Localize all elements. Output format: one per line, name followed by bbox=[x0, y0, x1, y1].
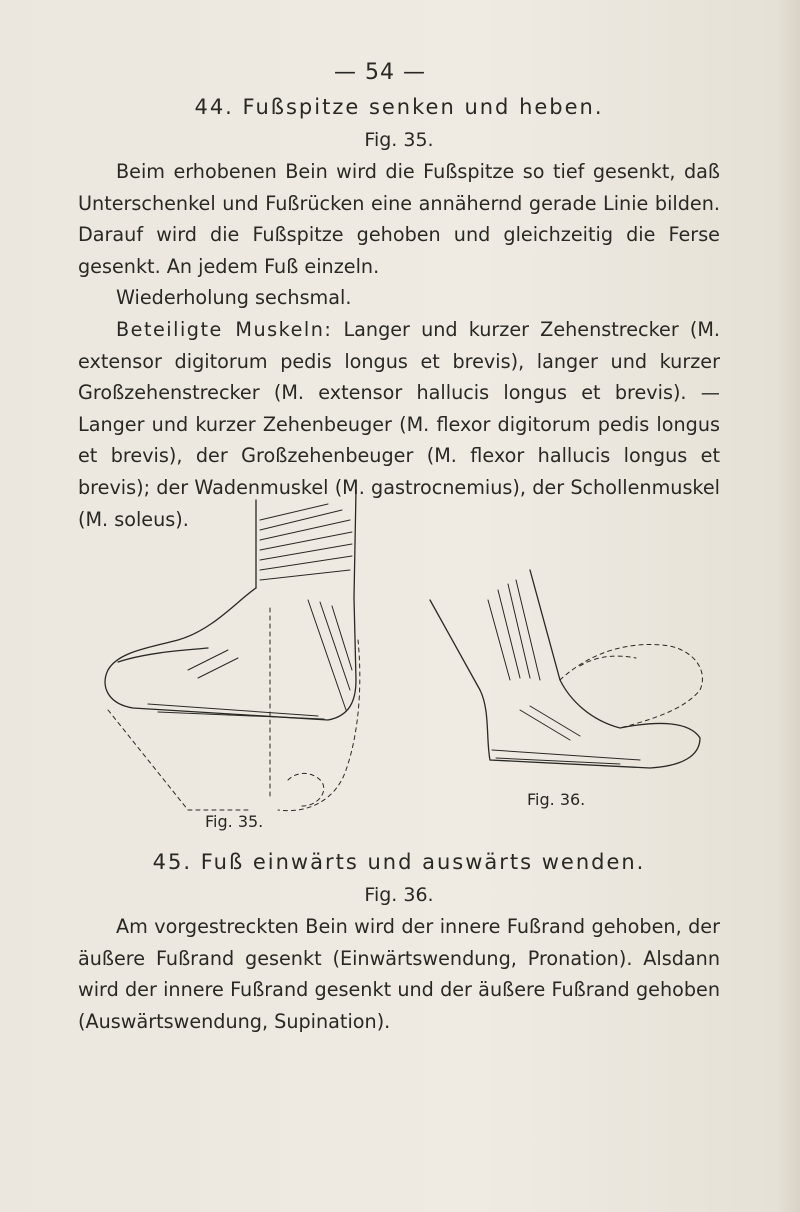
section-45-figure-reference: Fig. 36. bbox=[364, 884, 434, 906]
section-45-paragraph-1: Am vorgestreckten Bein wird der innere Fußrand gehoben, der äußere Fußrand gesenkt (Einwärtswendung, Pronation). Alsdann wird der innere Fußrand gesenkt und der äußere Fußrand gehoben (Auswärtswendung, Supination). bbox=[78, 915, 720, 1033]
section-45-heading: 45. Fuß einwärts und auswärts wenden. bbox=[152, 850, 646, 874]
section-44-paragraph-1: Beim erhobenen Bein wird die Fußspitze so tief gesenkt, daß Unterschenkel und Fußrücken eine annähernd gerade Linie bilden. Darauf wird die Fußspitze gehoben und gleichzeitig die Ferse gesenkt. An jedem Fuß einzeln. bbox=[78, 160, 720, 278]
section-44 bbox=[78, 90, 720, 535]
section-45 bbox=[78, 845, 720, 1037]
figure-36-caption: Fig. 36. bbox=[527, 790, 586, 809]
muscles-label: Beteiligte Muskeln: bbox=[116, 317, 333, 341]
muscles-text: Langer und kurzer Zehenstrecker (M. extensor digitorum pedis longus et brevis), langer und kurzer Großzehenstrecker (M. extensor hallucis longus et brevis). — Langer und kurzer Zehenbeuger (M. flexor digitorum pedis longus et brevis), der Großzehenbeuger (M. flexor hallucis longus et brevis); der Wadenmuskel (M. gastrocnemius), der Schollenmuskel (M. soleus). bbox=[78, 317, 720, 531]
figure-36-foot-turning-illustration bbox=[420, 560, 710, 780]
section-44-paragraph-2: Wiederholung sechsmal. bbox=[116, 286, 352, 310]
section-44-figure-reference: Fig. 35. bbox=[364, 129, 434, 151]
page-number: — 54 — bbox=[334, 60, 426, 85]
figure-35-foot-lowering-illustration bbox=[88, 480, 388, 820]
section-44-heading: 44. Fußspitze senken und heben. bbox=[194, 95, 604, 119]
figure-35-caption: Fig. 35. bbox=[205, 812, 264, 831]
